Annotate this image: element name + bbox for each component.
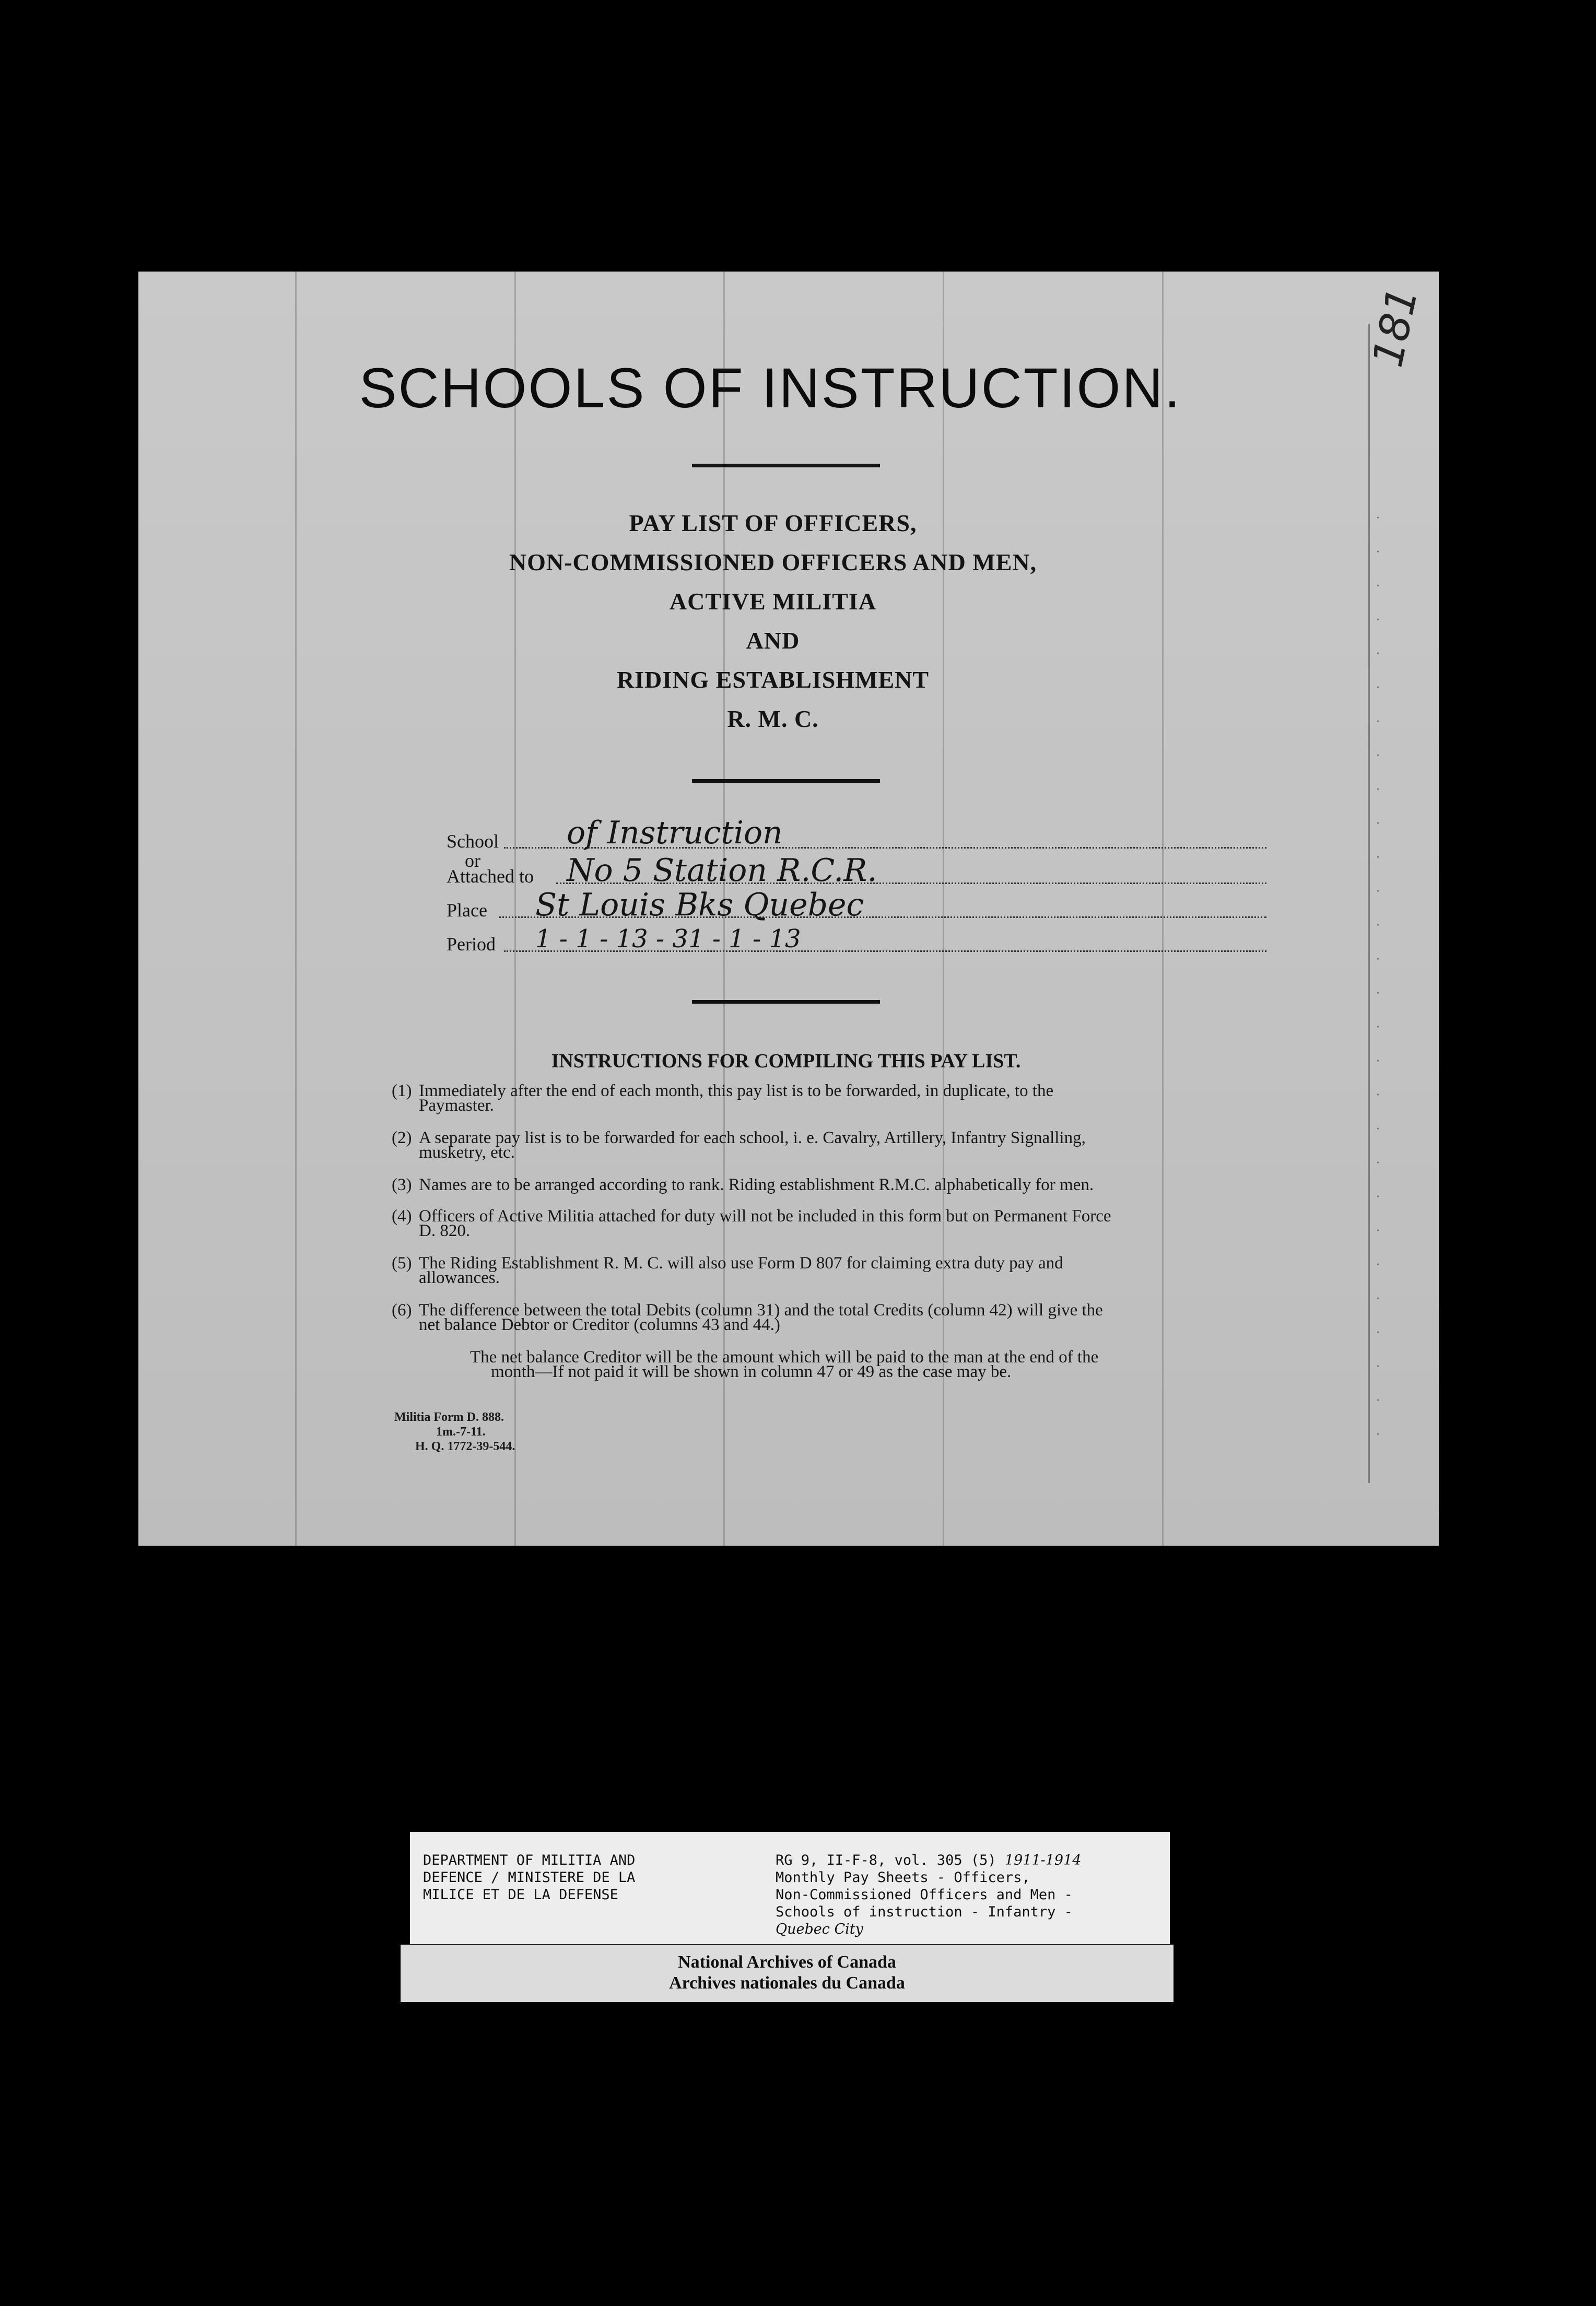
instruction-item: (5) The Riding Establishment R. M. C. will also use Form D 807 for claiming extra duty pay and allowances. [392, 1254, 1063, 1287]
archives-name-french: Archives nationales du Canada [669, 1973, 905, 1993]
national-archives-band [401, 1945, 1173, 2002]
divider-rule [692, 464, 880, 467]
archives-name-english: National Archives of Canada [678, 1952, 896, 1972]
column-rule [295, 272, 297, 1546]
frame-line [1368, 324, 1370, 1483]
subtitle-line: PAY LIST OF OFFICERS, [629, 510, 917, 536]
edge-column-numbers: · · · · · · · · · · · · · · · · · · · · · · · · · · · · [1376, 512, 1380, 1441]
militia-form-code: Militia Form D. 888. 1m.-7-11. H. Q. 1772-39-544. [394, 1410, 515, 1453]
instruction-item: (6) The difference between the total Debits (column 31) and the total Credits (column 42) will give the net balance Debtor or Creditor (columns 43 and 44.) [392, 1301, 1103, 1334]
folio-number: 181 [1363, 283, 1427, 371]
school-label: School [447, 831, 499, 852]
instruction-item: (4) Officers of Active Militia attached for duty will not be included in this form but on Permanent Force D. 820. [392, 1207, 1111, 1240]
or-label: or [465, 850, 480, 871]
attached-value: No 5 Station R.C.R. [567, 852, 877, 889]
instruction-item: (1) Immediately after the end of each month, this pay list is to be forwarded, in duplicate, to the Paymaster. [392, 1081, 1054, 1115]
place-label: Place [447, 900, 487, 921]
subtitle-line: ACTIVE MILITIA [669, 588, 877, 615]
period-value: 1 - 1 - 13 - 31 - 1 - 13 [535, 924, 801, 954]
period-label: Period [447, 934, 496, 955]
subtitle-line: R. M. C. [727, 705, 819, 732]
place-value: St Louis Bks Quebec [535, 887, 864, 923]
record-group-reference: RG 9, II-F-8, vol. 305 (5) 1911-1914 Monthly Pay Sheets - Officers, Non-Commissioned Officers and Men - Schools of instruction - Infantry - Quebec City [776, 1852, 1082, 1937]
attached-label: Attached to [447, 866, 534, 887]
subtitle-line: RIDING ESTABLISHMENT [616, 666, 930, 693]
pay-list-form-cover [138, 272, 1439, 1546]
form-title: SCHOOLS OF INSTRUCTION. [359, 356, 1182, 419]
subtitle-line: NON-COMMISSIONED OFFICERS AND MEN, [509, 549, 1037, 575]
instruction-item: (2) A separate pay list is to be forwarded for each school, i. e. Cavalry, Artillery, Infantry Signalling, musketry, etc. [392, 1128, 1086, 1162]
school-value: of Instruction [567, 815, 783, 851]
divider-rule [692, 779, 880, 783]
instruction-item: (3) Names are to be arranged according to rank. Riding establishment R.M.C. alphabetically for men. [392, 1175, 1094, 1194]
divider-rule [692, 1000, 880, 1004]
net-balance-note: The net balance Creditor will be the amount which will be paid to the man at the end of the month—If not paid it will be shown in column 47 or 49 as the case may be. [470, 1348, 1099, 1381]
archive-reference-card [410, 1832, 1170, 1944]
department-name: DEPARTMENT OF MILITIA AND DEFENCE / MINISTERE DE LA MILICE ET DE LA DEFENSE [423, 1852, 636, 1903]
instructions-heading: INSTRUCTIONS FOR COMPILING THIS PAY LIST. [551, 1050, 1021, 1072]
subtitle-line: AND [746, 627, 800, 654]
